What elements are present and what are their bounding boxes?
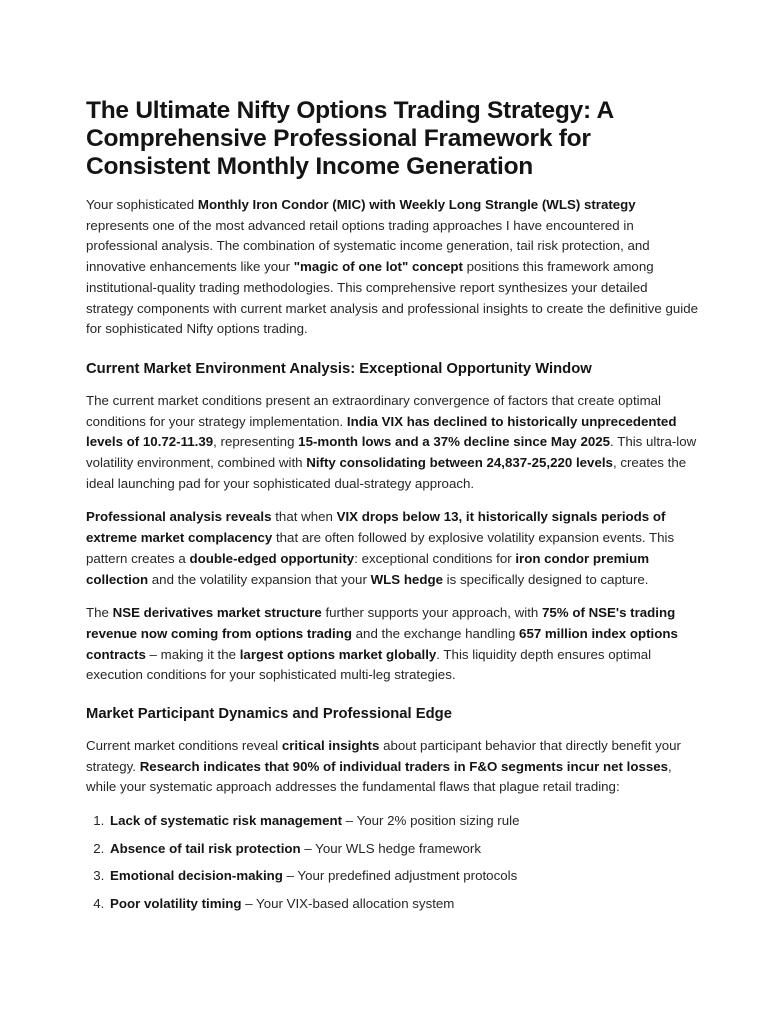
text-run: – Your 2% position sizing rule xyxy=(342,813,520,829)
text-run: positions this framework among institutional-quality trading methodologies. This comprehensive report synthesizes your detailed strategy components with current market analysis and professional insights to create the definitive guide for sophisticated Nifty options trading. xyxy=(86,259,698,337)
bold-text: Absence of tail risk protection xyxy=(110,840,301,856)
bold-text: VIX drops below 13, it historically signals periods of extreme market complacency xyxy=(86,509,666,546)
bold-text: 15-month lows and a 37% decline since May 2025 xyxy=(298,434,611,450)
bold-text: Monthly Iron Condor (MIC) with Weekly Long Strangle (WLS) strategy xyxy=(197,197,636,212)
text-run: represents one of the most advanced retail options trading approaches I have encountered in professional analysis. The combination of systematic income generation, tail risk protection, and innovative enhancements like your xyxy=(86,217,650,275)
list-item xyxy=(108,866,698,887)
text-run: : exceptional conditions for xyxy=(354,550,516,566)
bold-text: NSE derivatives market structure xyxy=(112,605,322,621)
text-run: is specifically designed to capture. xyxy=(442,571,649,587)
bold-text: Poor volatility timing xyxy=(110,895,242,911)
text-run: and the exchange handling xyxy=(351,625,520,641)
body-paragraph xyxy=(86,391,698,495)
bold-text: 657 million index options contracts xyxy=(86,625,678,662)
section-heading: Market Participant Dynamics and Professional Edge xyxy=(86,706,452,723)
body-paragraph xyxy=(86,736,698,798)
text-run: . This liquidity depth ensures optimal execution conditions for your sophisticated multi-leg strategies. xyxy=(86,646,652,683)
text-run: Current market conditions reveal xyxy=(86,738,282,754)
section-market-environment xyxy=(86,359,698,686)
section-heading: Current Market Environment Analysis: Exceptional Opportunity Window xyxy=(86,360,592,377)
text-run: and the volatility expansion that your xyxy=(148,571,371,587)
bold-text: Research indicates that 90% of individual traders in F&O segments incur net losses xyxy=(139,758,669,774)
bold-text: Professional analysis reveals xyxy=(86,509,272,525)
text-run: , while your systematic approach addresses the fundamental flaws that plague retail trading: xyxy=(86,758,672,795)
text-run: – Your predefined adjustment protocols xyxy=(282,868,518,884)
text-run: – making it the xyxy=(145,646,240,662)
bold-text: WLS hedge xyxy=(370,571,443,587)
text-run: The current market conditions present an extraordinary convergence of factors that create optimal conditions for your strategy implementation. xyxy=(86,392,662,429)
text-run: The xyxy=(86,605,113,621)
bold-text: iron condor premium collection xyxy=(86,550,650,587)
text-run: Your sophisticated xyxy=(86,197,198,212)
bold-text: double-edged opportunity xyxy=(189,550,355,566)
list-item xyxy=(108,811,698,832)
bold-text: Emotional decision-making xyxy=(110,868,283,884)
text-run: , creates the ideal launching pad for your sophisticated dual-strategy approach. xyxy=(86,455,687,491)
body-paragraph xyxy=(86,507,698,590)
bold-text: Nifty consolidating between 24,837-25,220 levels xyxy=(306,455,613,471)
list-item xyxy=(108,894,698,915)
body-paragraph xyxy=(86,603,698,686)
intro-paragraph xyxy=(86,195,698,340)
list-item xyxy=(108,839,698,860)
text-run: , representing xyxy=(213,434,299,450)
text-run: about participant behavior that directly benefit your strategy. xyxy=(86,738,681,774)
bold-text: Lack of systematic risk management xyxy=(110,813,343,829)
text-run: that when xyxy=(271,509,337,525)
bold-text: largest options market globally xyxy=(239,646,437,662)
bold-text: India VIX has declined to historically unprecedented levels of 10.72-11.39 xyxy=(86,413,677,450)
bold-text: "magic of one lot" concept xyxy=(293,259,463,275)
section-participant-dynamics xyxy=(86,704,698,914)
bold-text: 75% of NSE's trading revenue now coming from options trading xyxy=(86,605,676,641)
text-run: that are often followed by explosive volatility expansion events. This pattern creates a xyxy=(86,530,675,566)
text-run: – Your VIX-based allocation system xyxy=(241,895,455,911)
text-run: . This ultra-low volatility environment, combined with xyxy=(86,434,697,471)
numbered-list xyxy=(86,811,698,914)
document-title: The Ultimate Nifty Options Trading Strategy: A Comprehensive Professional Framework for Consistent Monthly Income Generation xyxy=(86,97,614,180)
bold-text: critical insights xyxy=(281,738,380,754)
text-run: – Your WLS hedge framework xyxy=(300,840,481,856)
text-run: further supports your approach, with xyxy=(321,605,543,621)
